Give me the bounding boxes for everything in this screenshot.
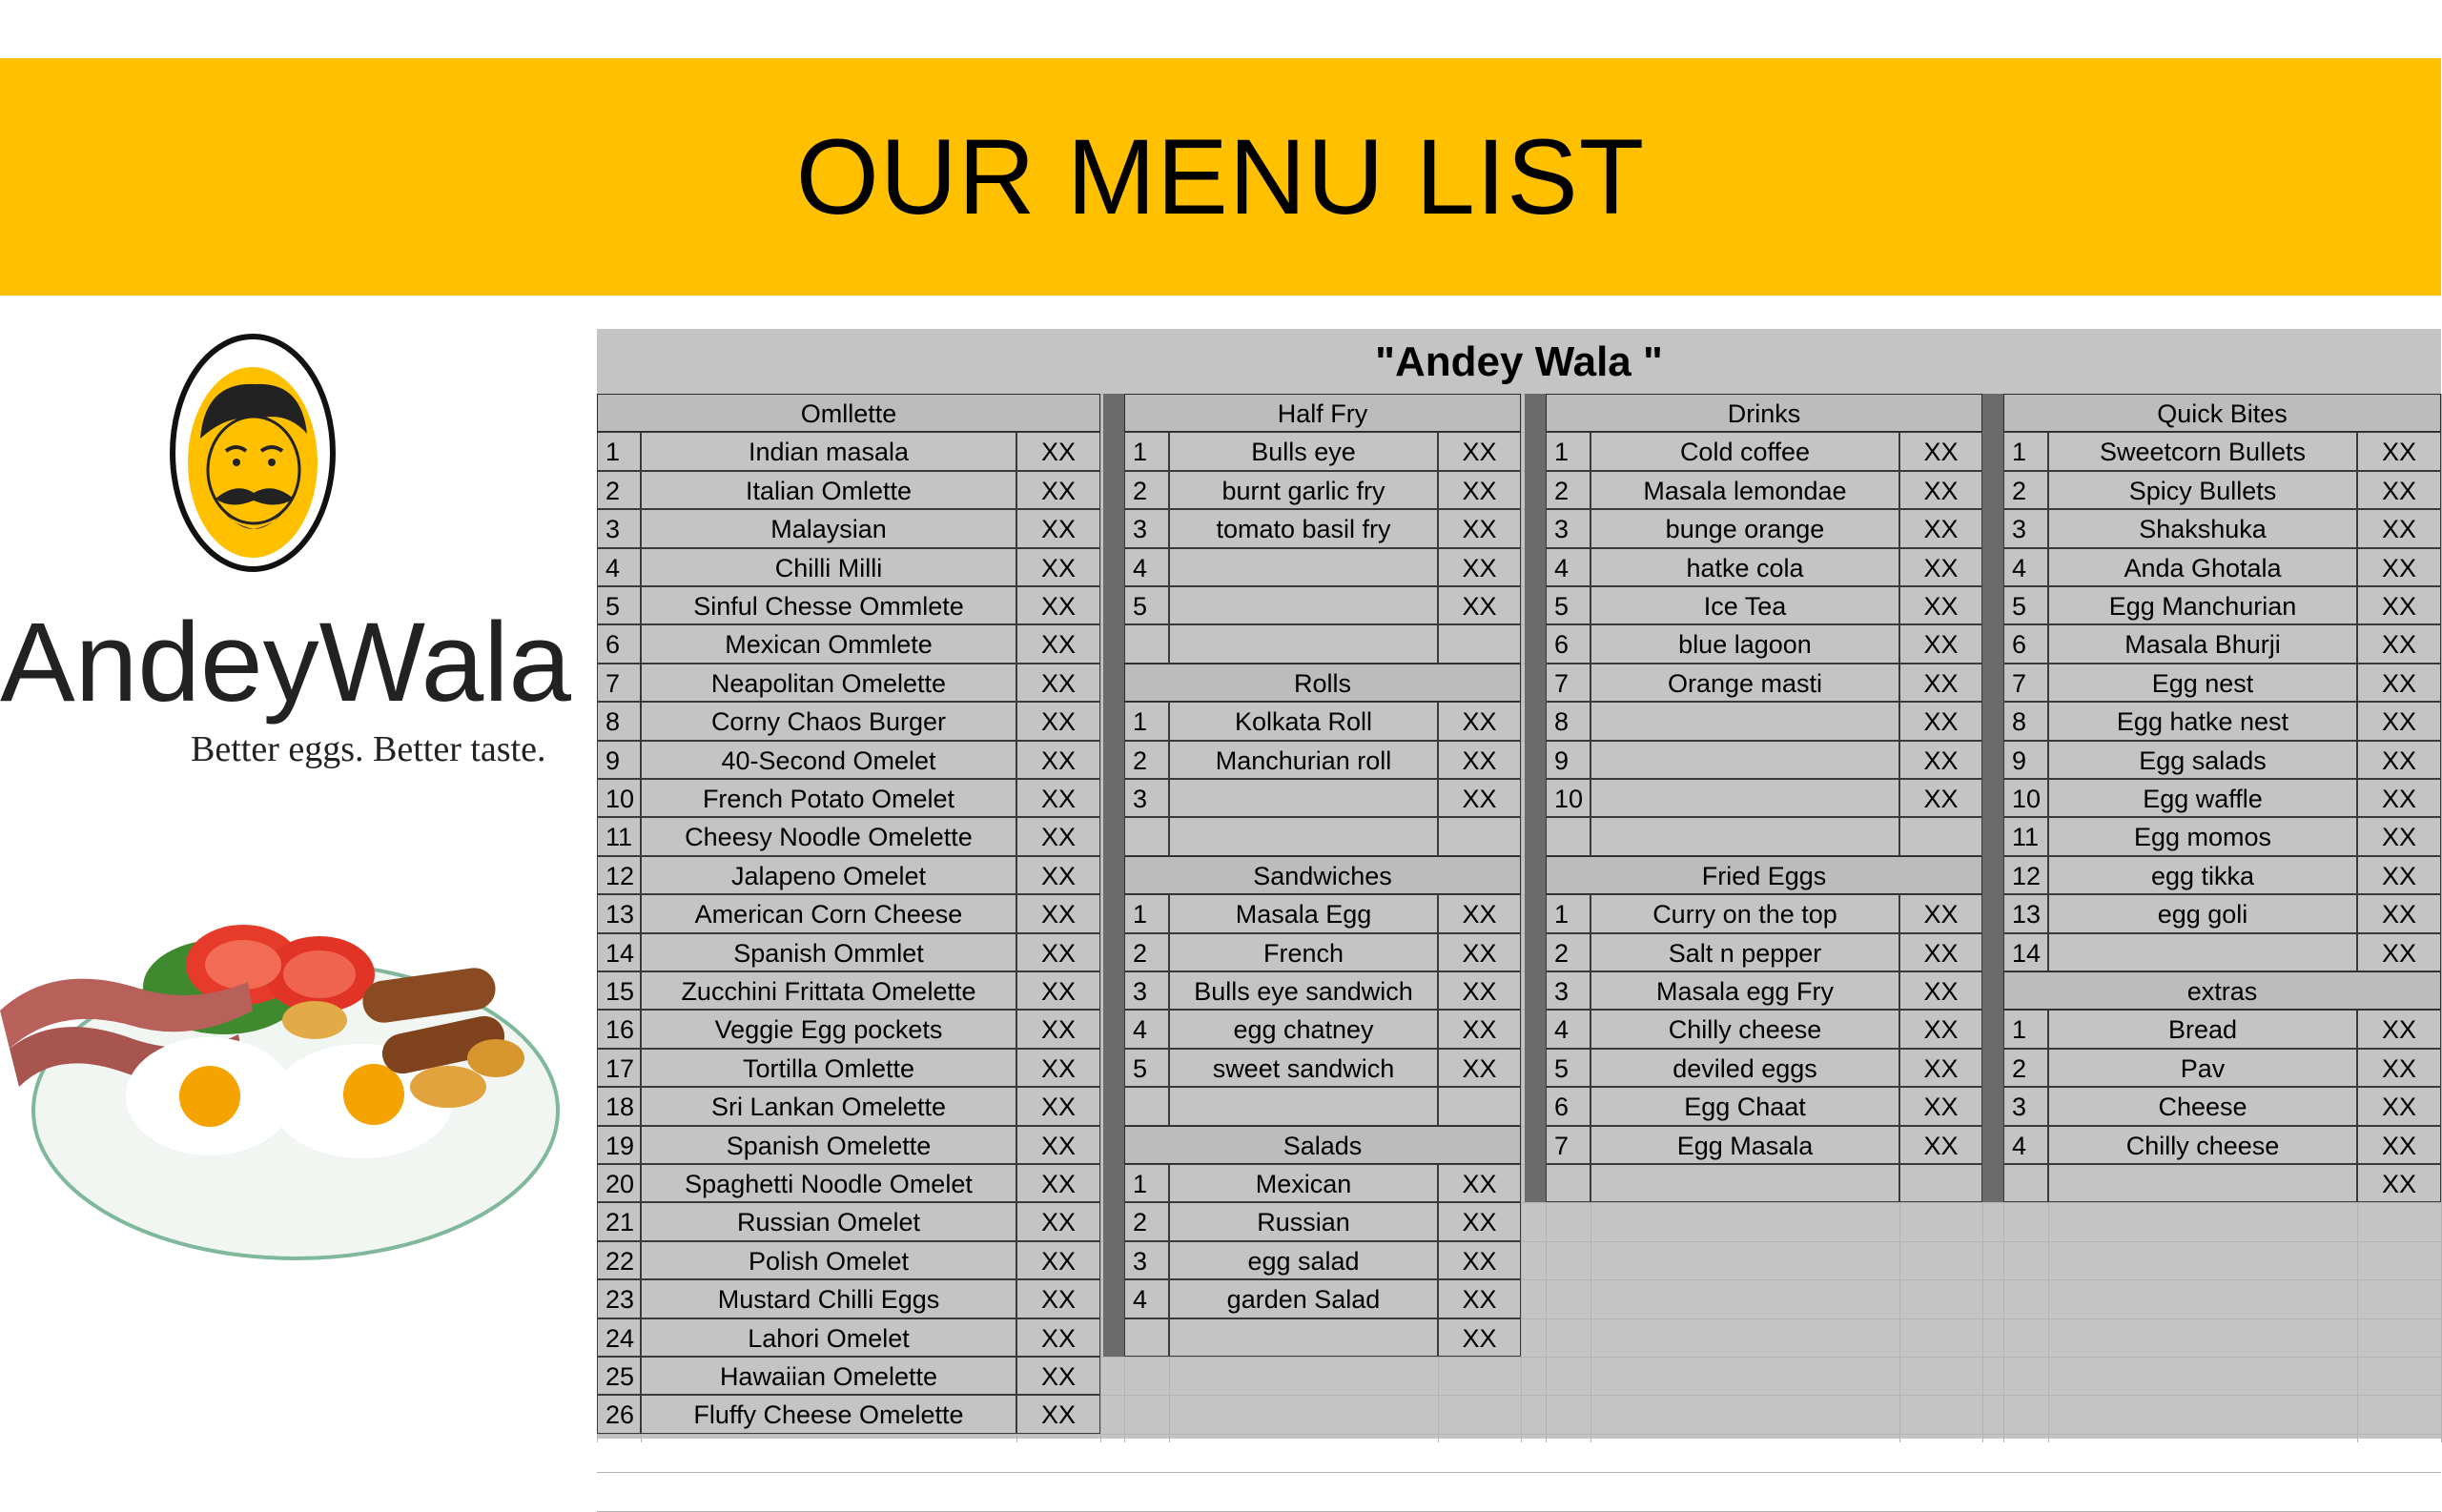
- item-name: Neapolitan Omelette: [641, 664, 1016, 702]
- item-name: Cheesy Noodle Omelette: [641, 817, 1016, 855]
- item-number: [1546, 1164, 1590, 1202]
- item-name: [1590, 741, 1899, 779]
- item-price: XX: [1016, 1164, 1100, 1202]
- item-name: [1169, 1318, 1438, 1357]
- item-price: XX: [1016, 471, 1100, 509]
- item-number: 3: [1124, 1241, 1169, 1279]
- item-name: Kolkata Roll: [1169, 702, 1438, 740]
- item-name: Hawaiian Omelette: [641, 1357, 1016, 1395]
- item-number: 5: [2003, 586, 2048, 624]
- item-number: 14: [2003, 933, 2048, 971]
- item-number: 2: [2003, 471, 2048, 509]
- item-price: XX: [2357, 933, 2441, 971]
- item-number: 3: [1546, 509, 1590, 547]
- title-banner: [0, 58, 2441, 296]
- item-number: [1124, 1087, 1169, 1125]
- item-name: deviled eggs: [1590, 1049, 1899, 1087]
- item-number: 17: [597, 1049, 641, 1087]
- item-price: XX: [1438, 1049, 1521, 1087]
- section-header: Half Fry: [1124, 394, 1521, 432]
- item-name: Egg waffle: [2048, 779, 2357, 817]
- item-price: XX: [1899, 471, 1982, 509]
- item-price: XX: [1438, 702, 1521, 740]
- item-name: Masala egg Fry: [1590, 971, 1899, 1010]
- item-number: 9: [597, 741, 641, 779]
- item-number: 9: [2003, 741, 2048, 779]
- item-number: 6: [1546, 1087, 1590, 1125]
- item-name: Egg salads: [2048, 741, 2357, 779]
- item-price: XX: [1899, 1087, 1982, 1125]
- item-name: French Potato Omelet: [641, 779, 1016, 817]
- egg-yolk-2: [343, 1064, 404, 1125]
- item-number: 5: [1546, 586, 1590, 624]
- item-price: XX: [1016, 624, 1100, 663]
- item-number: 25: [597, 1357, 641, 1395]
- item-name: Masala Egg: [1169, 894, 1438, 932]
- item-name: Sinful Chesse Ommlete: [641, 586, 1016, 624]
- item-number: 21: [597, 1202, 641, 1240]
- item-price: XX: [1899, 894, 1982, 932]
- item-number: 1: [2003, 1010, 2048, 1048]
- item-price: XX: [2357, 741, 2441, 779]
- item-name: Cheese: [2048, 1087, 2357, 1125]
- item-price: XX: [2357, 1126, 2441, 1164]
- item-number: 3: [2003, 1087, 2048, 1125]
- logo-brand-wala: Wala: [318, 600, 572, 725]
- item-price: XX: [1016, 971, 1100, 1010]
- item-price: XX: [1016, 741, 1100, 779]
- item-name: [1590, 817, 1899, 855]
- item-number: 16: [597, 1010, 641, 1048]
- item-name: Cold coffee: [1590, 432, 1899, 470]
- egg-yolk-1: [179, 1066, 240, 1127]
- item-number: 1: [1124, 702, 1169, 740]
- item-number: 4: [597, 548, 641, 586]
- section-header: extras: [2003, 971, 2441, 1010]
- item-name: Curry on the top: [1590, 894, 1899, 932]
- item-name: Egg Masala: [1590, 1126, 1899, 1164]
- item-price: XX: [1438, 432, 1521, 470]
- item-name: Chilly cheese: [1590, 1010, 1899, 1048]
- item-price: XX: [1438, 548, 1521, 586]
- item-name: Chilli Milli: [641, 548, 1016, 586]
- item-price: XX: [2357, 702, 2441, 740]
- section-header: Fried Eggs: [1546, 856, 1982, 894]
- section-header: Salads: [1124, 1126, 1521, 1164]
- item-name: [2048, 1164, 2357, 1202]
- item-number: 10: [597, 779, 641, 817]
- item-price: XX: [2357, 856, 2441, 894]
- item-price: XX: [1016, 779, 1100, 817]
- item-number: 3: [1124, 509, 1169, 547]
- item-name: [1169, 1087, 1438, 1125]
- tomato-center-1: [205, 940, 281, 990]
- item-name: Bread: [2048, 1010, 2357, 1048]
- item-number: 7: [597, 664, 641, 702]
- item-price: XX: [2357, 586, 2441, 624]
- gridline-row: [597, 1511, 2441, 1512]
- item-number: 2: [597, 471, 641, 509]
- item-name: [1169, 817, 1438, 855]
- item-name: Polish Omelet: [641, 1241, 1016, 1279]
- item-name: [1590, 779, 1899, 817]
- item-name: Pav: [2048, 1049, 2357, 1087]
- item-number: 1: [597, 432, 641, 470]
- item-number: 4: [1124, 1010, 1169, 1048]
- item-price: XX: [1438, 779, 1521, 817]
- item-price: XX: [1899, 1126, 1982, 1164]
- item-price: XX: [2357, 1010, 2441, 1048]
- item-name: burnt garlic fry: [1169, 471, 1438, 509]
- item-name: Bulls eye: [1169, 432, 1438, 470]
- item-name: Egg nest: [2048, 664, 2357, 702]
- item-number: 6: [1546, 624, 1590, 663]
- item-number: 10: [2003, 779, 2048, 817]
- item-price: XX: [1899, 509, 1982, 547]
- item-name: Sweetcorn Bullets: [2048, 432, 2357, 470]
- item-number: 5: [597, 586, 641, 624]
- item-number: 1: [1124, 894, 1169, 932]
- item-number: 9: [1546, 741, 1590, 779]
- item-price: XX: [1899, 548, 1982, 586]
- item-number: 6: [2003, 624, 2048, 663]
- item-name: Orange masti: [1590, 664, 1899, 702]
- item-name: tomato basil fry: [1169, 509, 1438, 547]
- item-name: Egg hatke nest: [2048, 702, 2357, 740]
- item-name: Sri Lankan Omelette: [641, 1087, 1016, 1125]
- item-number: 5: [1124, 586, 1169, 624]
- gridline-column: [1521, 394, 1522, 1442]
- section-header: Omllette: [597, 394, 1100, 432]
- item-number: [1124, 1318, 1169, 1357]
- item-price: XX: [1016, 817, 1100, 855]
- item-name: Bulls eye sandwich: [1169, 971, 1438, 1010]
- item-name: Mustard Chilli Eggs: [641, 1279, 1016, 1318]
- item-price: XX: [2357, 779, 2441, 817]
- breakfast-plate-image: [0, 906, 572, 1277]
- item-number: 8: [597, 702, 641, 740]
- section-header: Sandwiches: [1124, 856, 1521, 894]
- item-name: bunge orange: [1590, 509, 1899, 547]
- item-price: XX: [1438, 509, 1521, 547]
- item-name: Masala lemondae: [1590, 471, 1899, 509]
- item-name: Russian Omelet: [641, 1202, 1016, 1240]
- item-number: 3: [597, 509, 641, 547]
- item-name: Tortilla Omlette: [641, 1049, 1016, 1087]
- section-header: Quick Bites: [2003, 394, 2441, 432]
- item-price: XX: [2357, 548, 2441, 586]
- item-name: Mexican Ommlete: [641, 624, 1016, 663]
- item-name: Spanish Ommlet: [641, 933, 1016, 971]
- item-name: Malaysian: [641, 509, 1016, 547]
- item-number: [2003, 1164, 2048, 1202]
- item-name: 40-Second Omelet: [641, 741, 1016, 779]
- item-number: 4: [2003, 1126, 2048, 1164]
- item-name: Corny Chaos Burger: [641, 702, 1016, 740]
- item-name: [1169, 779, 1438, 817]
- item-price: XX: [1016, 894, 1100, 932]
- item-price: XX: [1899, 1049, 1982, 1087]
- item-price: XX: [1899, 971, 1982, 1010]
- item-name: Egg Chaat: [1590, 1087, 1899, 1125]
- item-number: 1: [2003, 432, 2048, 470]
- item-number: 3: [2003, 509, 2048, 547]
- item-price: XX: [1438, 971, 1521, 1010]
- item-price: XX: [1438, 471, 1521, 509]
- item-name: egg chatney: [1169, 1010, 1438, 1048]
- item-number: 20: [597, 1164, 641, 1202]
- item-price: XX: [1016, 1087, 1100, 1125]
- item-number: 7: [1546, 664, 1590, 702]
- item-name: egg salad: [1169, 1241, 1438, 1279]
- item-price: XX: [2357, 1049, 2441, 1087]
- potato-1: [410, 1066, 486, 1108]
- item-price: XX: [1016, 432, 1100, 470]
- item-price: XX: [1438, 1164, 1521, 1202]
- item-number: 14: [597, 933, 641, 971]
- item-name: Spaghetti Noodle Omelet: [641, 1164, 1016, 1202]
- item-number: 15: [597, 971, 641, 1010]
- item-price: XX: [2357, 1087, 2441, 1125]
- item-price: XX: [1016, 1049, 1100, 1087]
- item-name: sweet sandwich: [1169, 1049, 1438, 1087]
- logo-eye-right: [268, 459, 276, 466]
- item-number: 3: [1124, 971, 1169, 1010]
- item-number: 2: [1124, 741, 1169, 779]
- item-price: XX: [2357, 471, 2441, 509]
- item-number: 23: [597, 1279, 641, 1318]
- item-price: XX: [1438, 586, 1521, 624]
- item-price: XX: [2357, 624, 2441, 663]
- section-header: Drinks: [1546, 394, 1982, 432]
- menu-grid: [597, 329, 2441, 1439]
- column-separator: [1525, 394, 1546, 1202]
- item-number: 2: [1124, 933, 1169, 971]
- item-number: 11: [597, 817, 641, 855]
- item-number: 10: [1546, 779, 1590, 817]
- tomato-center-2: [283, 950, 356, 998]
- item-name: Indian masala: [641, 432, 1016, 470]
- potato-2: [467, 1039, 524, 1077]
- item-name: Ice Tea: [1590, 586, 1899, 624]
- item-name: Russian: [1169, 1202, 1438, 1240]
- item-name: Spanish Omelette: [641, 1126, 1016, 1164]
- item-price: XX: [1438, 1010, 1521, 1048]
- item-number: 19: [597, 1126, 641, 1164]
- item-number: 11: [2003, 817, 2048, 855]
- item-name: garden Salad: [1169, 1279, 1438, 1318]
- item-price: XX: [1016, 1318, 1100, 1357]
- item-price: XX: [1016, 1395, 1100, 1433]
- item-price: XX: [1899, 779, 1982, 817]
- item-price: XX: [1016, 1126, 1100, 1164]
- item-price: XX: [2357, 432, 2441, 470]
- item-price: XX: [1016, 509, 1100, 547]
- item-number: 2: [1124, 1202, 1169, 1240]
- item-name: Salt n pepper: [1590, 933, 1899, 971]
- page-title: OUR MENU LIST: [795, 117, 1646, 236]
- item-price: XX: [1438, 894, 1521, 932]
- item-price: XX: [1438, 1241, 1521, 1279]
- item-name: Zucchini Frittata Omelette: [641, 971, 1016, 1010]
- item-number: 2: [1124, 471, 1169, 509]
- item-price: XX: [1899, 741, 1982, 779]
- item-price: XX: [1438, 1318, 1521, 1357]
- item-price: XX: [2357, 1164, 2441, 1202]
- item-name: [1169, 548, 1438, 586]
- logo-eye-left: [233, 459, 240, 466]
- item-price: XX: [1016, 548, 1100, 586]
- item-number: 5: [1546, 1049, 1590, 1087]
- item-number: 3: [1124, 779, 1169, 817]
- item-number: 13: [2003, 894, 2048, 932]
- logo-tagline: Better eggs. Better taste.: [191, 729, 546, 769]
- item-number: 1: [1546, 894, 1590, 932]
- item-number: 1: [1124, 1164, 1169, 1202]
- item-name: Shakshuka: [2048, 509, 2357, 547]
- item-price: XX: [1899, 1010, 1982, 1048]
- item-price: XX: [1438, 741, 1521, 779]
- andeywala-logo: [0, 329, 572, 777]
- item-name: Italian Omlette: [641, 471, 1016, 509]
- item-price: [1438, 817, 1521, 855]
- item-number: 12: [2003, 856, 2048, 894]
- item-price: XX: [1899, 933, 1982, 971]
- item-price: XX: [1899, 432, 1982, 470]
- column-separator: [1982, 394, 2003, 1202]
- item-number: [1124, 624, 1169, 663]
- item-name: Egg momos: [2048, 817, 2357, 855]
- item-price: XX: [1438, 1202, 1521, 1240]
- item-name: Masala Bhurji: [2048, 624, 2357, 663]
- item-price: XX: [1899, 586, 1982, 624]
- item-name: egg tikka: [2048, 856, 2357, 894]
- item-number: 26: [597, 1395, 641, 1433]
- section-header: Rolls: [1124, 664, 1521, 702]
- item-number: 12: [597, 856, 641, 894]
- item-number: 6: [597, 624, 641, 663]
- item-number: 3: [1546, 971, 1590, 1010]
- item-number: 4: [1124, 1279, 1169, 1318]
- item-number: 4: [1546, 548, 1590, 586]
- item-number: [1124, 817, 1169, 855]
- item-number: [1546, 817, 1590, 855]
- item-name: American Corn Cheese: [641, 894, 1016, 932]
- item-name: Lahori Omelet: [641, 1318, 1016, 1357]
- item-price: XX: [1438, 933, 1521, 971]
- item-name: [2048, 933, 2357, 971]
- item-price: XX: [1016, 856, 1100, 894]
- item-name: [1169, 586, 1438, 624]
- item-name: blue lagoon: [1590, 624, 1899, 663]
- item-number: 22: [597, 1241, 641, 1279]
- item-number: 1: [1546, 432, 1590, 470]
- item-price: XX: [2357, 817, 2441, 855]
- item-number: 2: [1546, 933, 1590, 971]
- item-price: XX: [1016, 1279, 1100, 1318]
- item-name: Egg Manchurian: [2048, 586, 2357, 624]
- gridline-row: [597, 1472, 2441, 1473]
- item-price: XX: [1438, 1279, 1521, 1318]
- item-name: [1169, 624, 1438, 663]
- item-name: Spicy Bullets: [2048, 471, 2357, 509]
- item-name: egg goli: [2048, 894, 2357, 932]
- item-price: [1899, 817, 1982, 855]
- item-name: Chilly cheese: [2048, 1126, 2357, 1164]
- item-number: 7: [2003, 664, 2048, 702]
- column-separator: [1103, 394, 1124, 1357]
- item-name: Anda Ghotala: [2048, 548, 2357, 586]
- item-name: [1590, 1164, 1899, 1202]
- item-price: XX: [1899, 624, 1982, 663]
- item-price: [1438, 1087, 1521, 1125]
- gridline-column: [1100, 394, 1101, 1442]
- item-number: 4: [1546, 1010, 1590, 1048]
- item-price: XX: [1016, 933, 1100, 971]
- item-price: XX: [1899, 664, 1982, 702]
- item-price: XX: [1016, 702, 1100, 740]
- item-name: Mexican: [1169, 1164, 1438, 1202]
- item-number: 7: [1546, 1126, 1590, 1164]
- item-number: 4: [2003, 548, 2048, 586]
- item-name: French: [1169, 933, 1438, 971]
- item-name: Manchurian roll: [1169, 741, 1438, 779]
- item-price: [1438, 624, 1521, 663]
- item-number: 18: [597, 1087, 641, 1125]
- item-name: [1590, 702, 1899, 740]
- item-name: Fluffy Cheese Omelette: [641, 1395, 1016, 1433]
- item-number: 24: [597, 1318, 641, 1357]
- item-number: 5: [1124, 1049, 1169, 1087]
- menu-brand-title: "Andey Wala ": [1375, 338, 1663, 385]
- item-price: XX: [1016, 664, 1100, 702]
- item-name: Veggie Egg pockets: [641, 1010, 1016, 1048]
- item-name: hatke cola: [1590, 548, 1899, 586]
- item-price: XX: [1016, 1241, 1100, 1279]
- item-number: 8: [1546, 702, 1590, 740]
- item-price: XX: [2357, 894, 2441, 932]
- item-price: XX: [1016, 1202, 1100, 1240]
- logo-face: [208, 417, 299, 523]
- item-number: 8: [2003, 702, 2048, 740]
- item-number: 4: [1124, 548, 1169, 586]
- item-price: XX: [1016, 1010, 1100, 1048]
- item-number: 13: [597, 894, 641, 932]
- item-price: XX: [1016, 1357, 1100, 1395]
- potato-3: [282, 1001, 347, 1039]
- item-price: [1899, 1164, 1982, 1202]
- item-price: XX: [1016, 586, 1100, 624]
- item-number: 1: [1124, 432, 1169, 470]
- item-price: XX: [1899, 702, 1982, 740]
- item-number: 2: [2003, 1049, 2048, 1087]
- item-name: Jalapeno Omelet: [641, 856, 1016, 894]
- item-number: 2: [1546, 471, 1590, 509]
- item-price: XX: [2357, 664, 2441, 702]
- logo-brand-andey: Andey: [0, 600, 319, 725]
- svg-text:AndeyWala: [0, 600, 571, 725]
- item-price: XX: [2357, 509, 2441, 547]
